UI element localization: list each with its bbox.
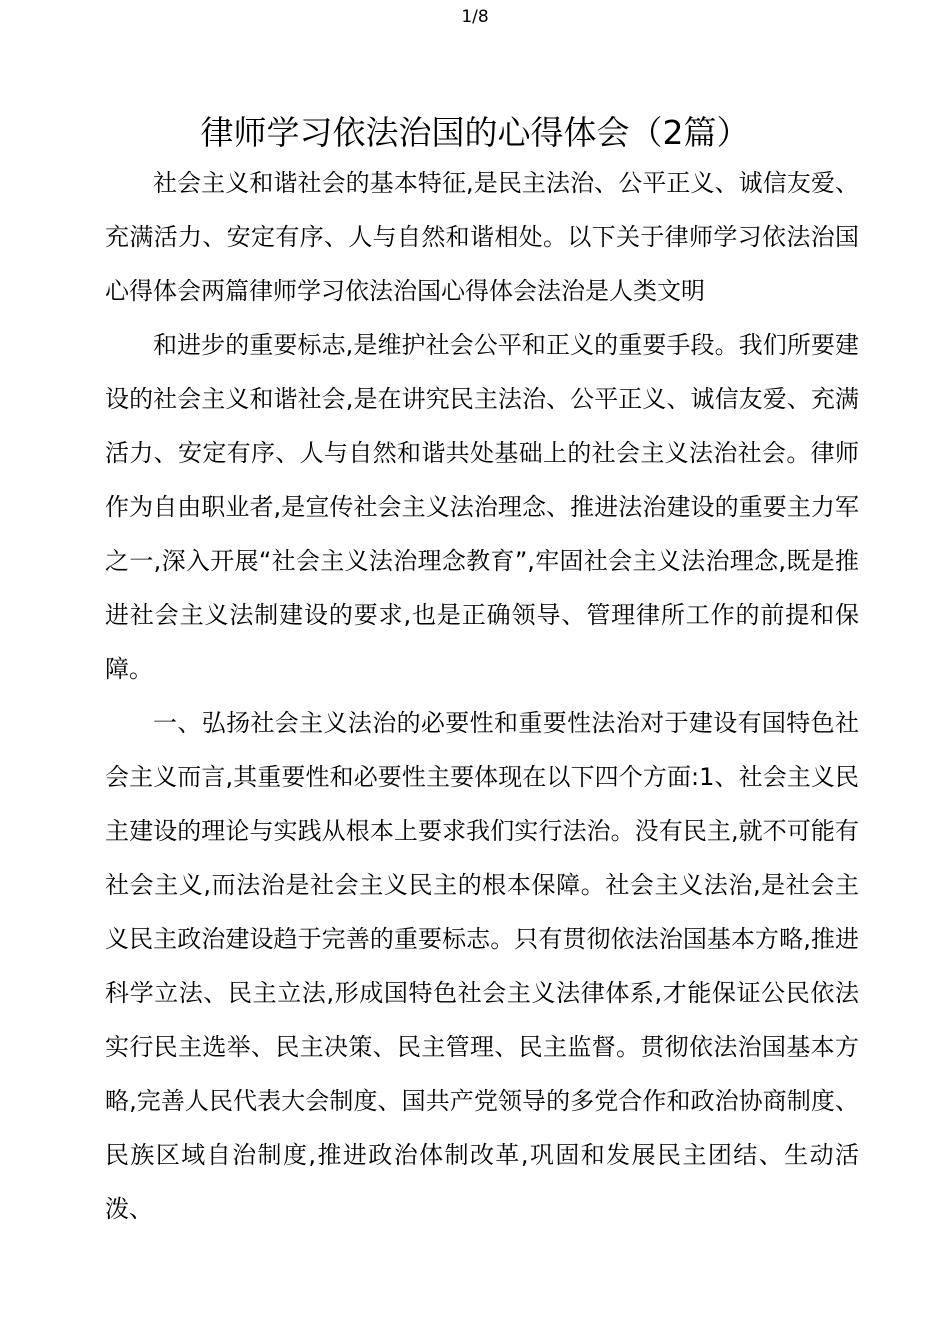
paragraph-intro: 社会主义和谐社会的基本特征,是民主法治、公平正义、诚信友爱、充满活力、安定有序、人与自然和谐相处。以下关于律师学习依法治国心得体会两篇律师学习依法治国心得体会法治是人类文明 — [105, 169, 859, 305]
paragraph-section-one: 一、弘扬社会主义法治的必要性和重要性法治对于建设有国特色社会主义而言,其重要性和必要性主要体现在以下四个方面:1、社会主义民主建设的理论与实践从根本上要求我们实行法治。没有民主,就不可能有社会主义,而法治是社会主义民主的根本保障。社会主义法治,是社会主义民主政治建设趋于完善的重要标志。只有贯彻依法治国基本方略,推进科学立法、民主立法,形成国特色社会主义法律体系,才能保证公民依法实行民主选举、民主决策、民主管理、民主监督。贯彻依法治国基本方略,完善人民代表大会制度、国共产党领导的多党合作和政治协商制度、民族区域自治制度,推进政治体制改革,巩固和发展民主团结、生动活泼、 — [105, 709, 859, 1223]
paragraph-lawyer-role: 和进步的重要标志,是维护社会公平和正义的重要手段。我们所要建设的社会主义和谐社会,是在讲究民主法治、公平正义、诚信友爱、充满活力、安定有序、人与自然和谐共处基础上的社会主义法治社会。律师作为自由职业者,是宣传社会主义法治理念、推进法治建设的重要主力军之一,深入开展“社会主义法治理念教育”,牢固社会主义法治理念,既是推进社会主义法制建设的要求,也是正确领导、管理律所工作的前提和保障。 — [105, 331, 859, 683]
document-title: 律师学习依法治国的心得体会（2篇） — [200, 113, 750, 152]
page-number: 1/8 — [461, 7, 489, 27]
document-body — [105, 156, 859, 1236]
